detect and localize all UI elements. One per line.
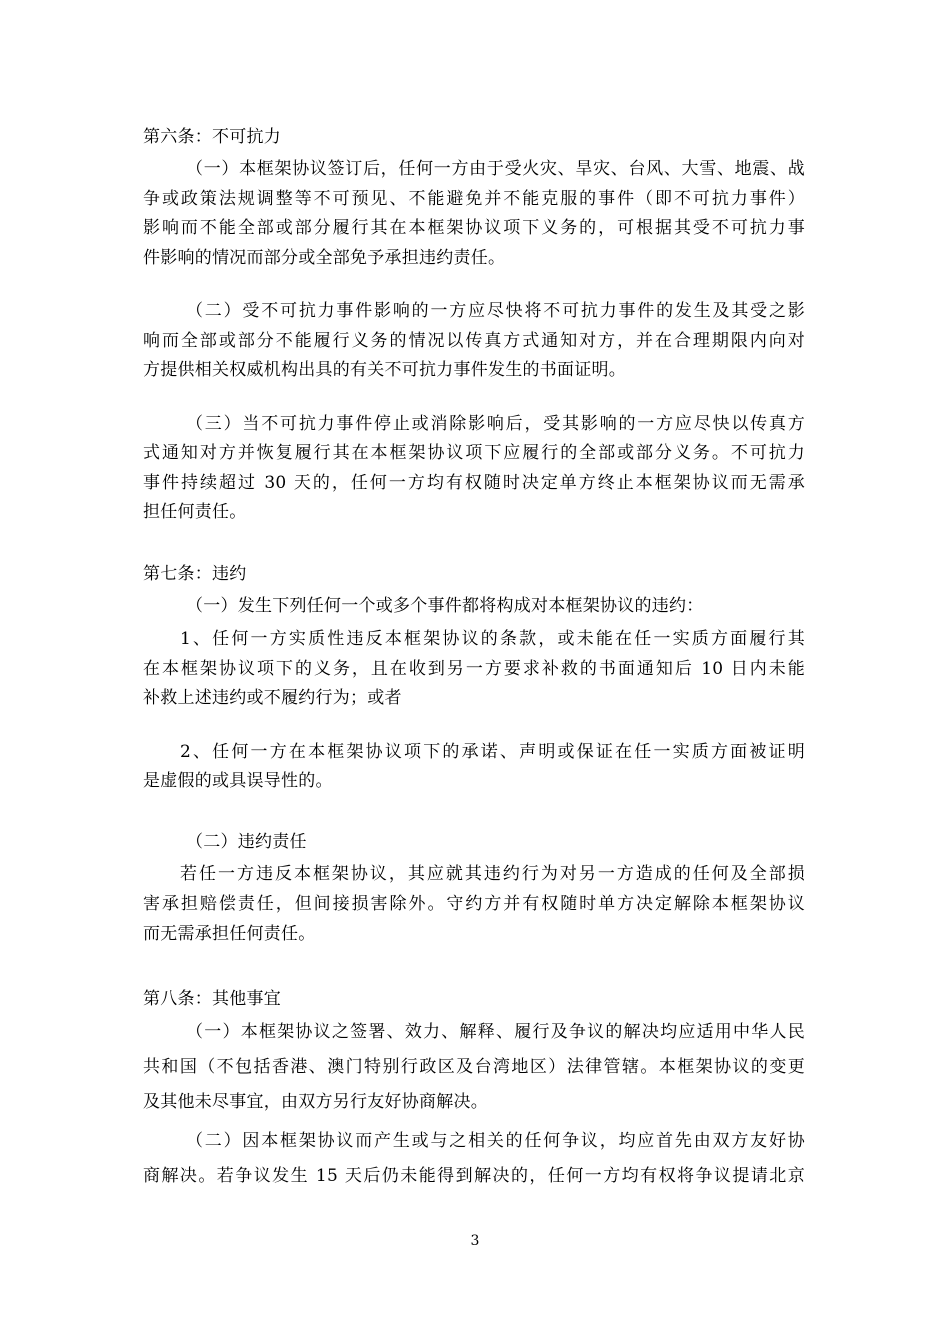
art6-p2-line3: 方提供相关权威机构出具的有关不可抗力事件发生的书面证明。 [143,360,626,380]
art6-p3-line2: 式通知对方并恢复履行其在本框架协议项下应履行的全部或部分义务。不可抗力 [143,443,805,463]
art7-p2-line1: （二）违约责任 [186,832,307,852]
art7-item2-line2: 是虚假的或具误导性的。 [143,771,333,791]
art8-p2-line2: 商解决。若争议发生 15 天后仍未能得到解决的，任何一方均有权将争议提请北京 [143,1166,805,1186]
art7-item1-line2: 在本框架协议项下的义务，且在收到另一方要求补救的书面通知后 10 日内未能 [143,659,805,679]
art8-p1-line2: 共和国（不包括香港、澳门特别行政区及台湾地区）法律管辖。本框架协议的变更 [143,1057,805,1077]
page-number: 3 [470,1233,480,1249]
art6-p3-line4: 担任何责任。 [143,502,247,522]
art6-p2-line1: （二）受不可抗力事件影响的一方应尽快将不可抗力事件的发生及其受之影 [186,301,805,321]
article-6-heading: 第六条：不可抗力 [143,127,281,147]
article-7-heading: 第七条：违约 [143,564,247,584]
art7-p3-line1: 若任一方违反本框架协议，其应就其违约行为对另一方造成的任何及全部损 [180,864,805,884]
art6-p1-line4: 件影响的情况而部分或全部免予承担违约责任。 [143,248,506,268]
art7-p3-line3: 而无需承担任何责任。 [143,924,316,944]
art6-p1-line1: （一）本框架协议签订后，任何一方由于受火灾、旱灾、台风、大雪、地震、战 [186,159,805,179]
art6-p3-line1: （三）当不可抗力事件停止或消除影响后，受其影响的一方应尽快以传真方 [186,414,805,434]
art6-p1-line3: 影响而不能全部或部分履行其在本框架协议项下义务的，可根据其受不可抗力事 [143,218,805,238]
art7-item1-line3: 补救上述违约或不履约行为；或者 [143,688,402,708]
art6-p3-line3: 事件持续超过 30 天的，任何一方均有权随时决定单方终止本框架协议而无需承 [143,473,805,493]
art8-p1-line1: （一）本框架协议之签署、效力、解释、履行及争议的解决均应适用中华人民 [186,1022,805,1042]
art8-p1-line3: 及其他未尽事宜，由双方另行友好协商解决。 [143,1092,488,1112]
art6-p1-line2: 争或政策法规调整等不可预见、不能避免并不能克服的事件（即不可抗力事件） [143,189,805,209]
article-8-heading: 第八条：其他事宜 [143,989,281,1009]
art7-p3-line2: 害承担赔偿责任，但间接损害除外。守约方并有权随时单方决定解除本框架协议 [143,894,805,914]
art8-p2-line1: （二）因本框架协议而产生或与之相关的任何争议，均应首先由双方友好协 [186,1131,805,1151]
art7-item2-line1: 2、任何一方在本框架协议项下的承诺、声明或保证在任一实质方面被证明 [180,742,805,762]
art7-item1-line1: 1、任何一方实质性违反本框架协议的条款，或未能在任一实质方面履行其 [180,629,805,649]
art7-p1-line1: （一）发生下列任何一个或多个事件都将构成对本框架协议的违约： [186,596,704,616]
art6-p2-line2: 响而全部或部分不能履行义务的情况以传真方式通知对方，并在合理期限内向对 [143,331,805,351]
